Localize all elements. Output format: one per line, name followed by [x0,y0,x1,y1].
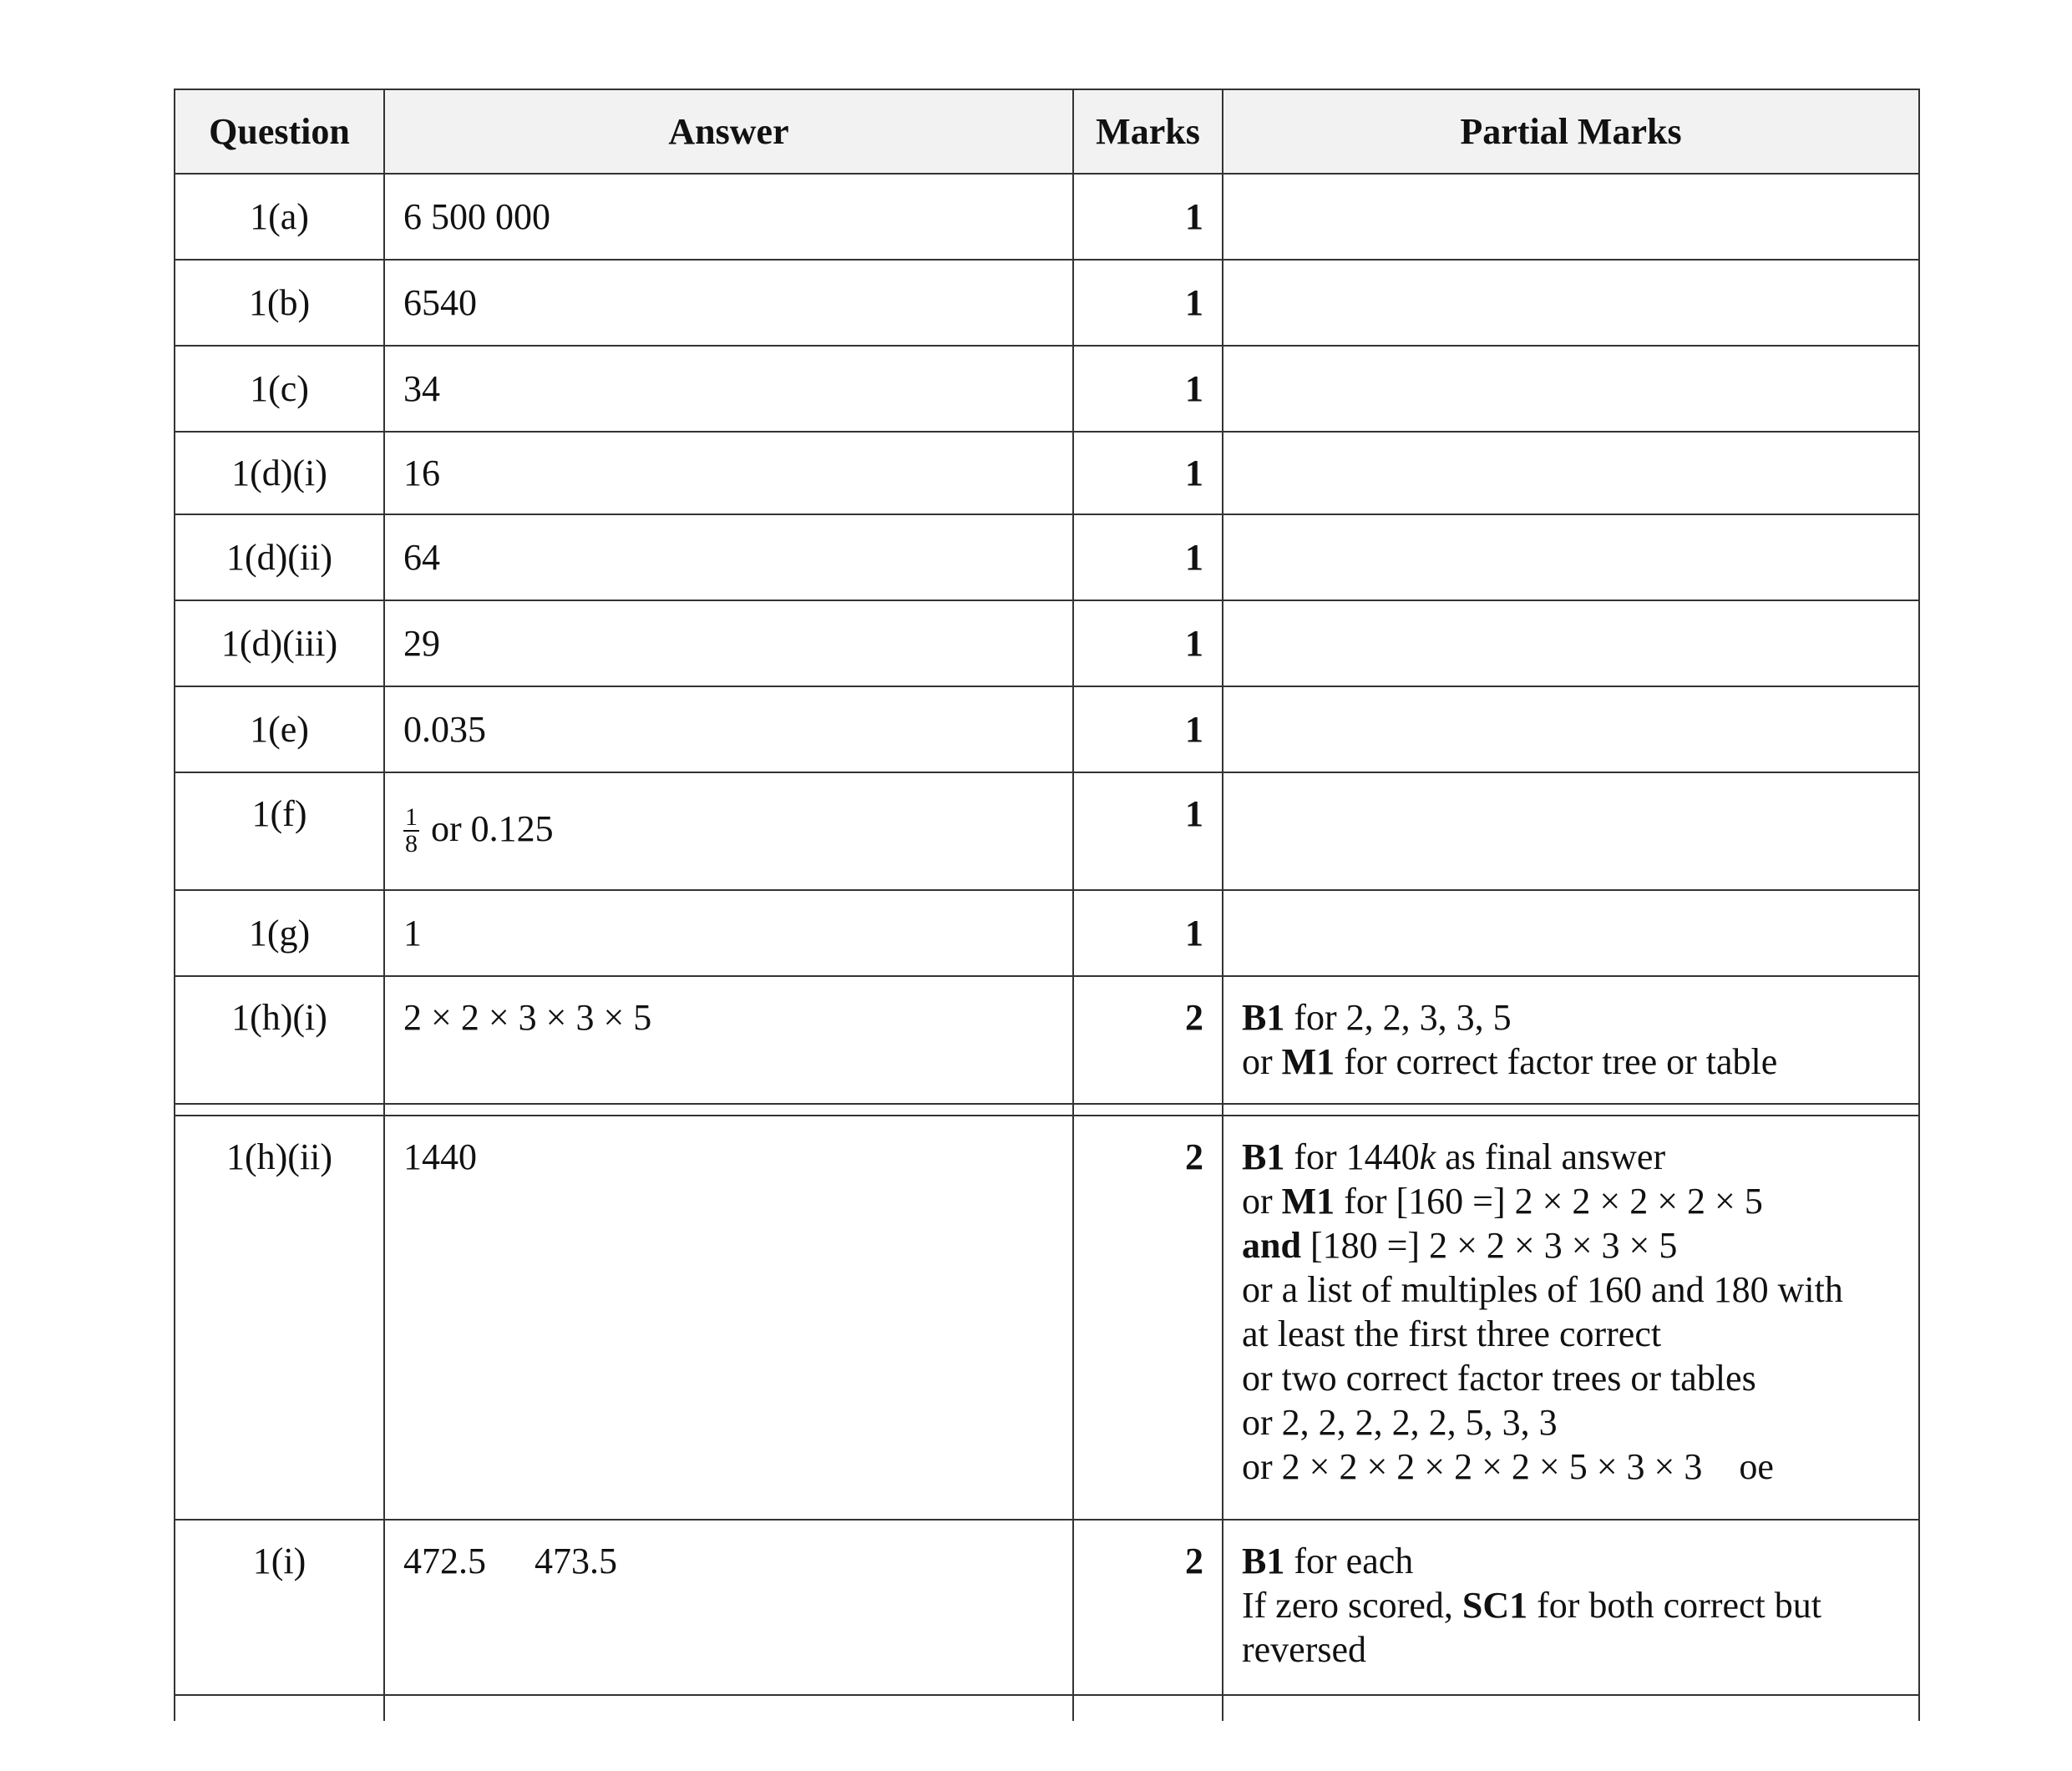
question-cell: 1(b) [175,261,385,345]
table-row [174,891,1920,977]
partial-line: reversed [1242,1629,1367,1670]
answer-cell [385,1521,1074,1694]
question-cell: 1(g) [175,891,385,975]
table-header-row [174,89,1920,175]
mark-code: SC1 [1462,1585,1528,1626]
question-cell: 1(i) [175,1521,385,1694]
marks-cell: 1 [1074,773,1223,889]
mark-code: B1 [1242,997,1285,1038]
partial-marks-cell [1223,515,1918,600]
table-row [174,515,1920,601]
answer-cell: 64 [385,515,1074,600]
partial-line: If zero scored, SC1 for both correct but [1242,1585,1821,1626]
question-cell: 1(h)(i) [175,977,385,1103]
question-cell: 1(d)(iii) [175,601,385,686]
mark-code: M1 [1281,1181,1335,1222]
partial-line: B1 for 1440k as final answer [1242,1136,1666,1177]
marks-cell: 1 [1074,347,1223,431]
partial-marks-cell [1223,601,1918,686]
answer-cell: 2 × 2 × 3 × 3 × 5 [385,977,1074,1103]
marks-cell: 1 [1074,891,1223,975]
question-cell: 1(f) [175,773,385,889]
partial-line: and [180 =] 2 × 2 × 3 × 3 × 5 [1242,1225,1678,1266]
marks-cell: 2 [1074,1116,1223,1519]
header-marks: Marks [1074,90,1223,173]
answer-cell: 16 [385,433,1074,514]
answer-cell: 29 [385,601,1074,686]
partial-line: or M1 for [160 =] 2 × 2 × 2 × 2 × 5 [1242,1181,1763,1222]
partial-line: B1 for 2, 2, 3, 3, 5 [1242,997,1512,1038]
partial-marks-cell [1223,433,1918,514]
partial-line: at least the first three correct [1242,1313,1662,1354]
marks-cell: 2 [1074,1521,1223,1694]
partial-line: or 2 × 2 × 2 × 2 × 2 × 5 × 3 × 3 oe [1242,1446,1774,1487]
table-row [174,433,1920,515]
mark-code: M1 [1281,1041,1335,1082]
question-cell: 1(c) [175,347,385,431]
marks-cell: 1 [1074,261,1223,345]
partial-marks-cell [1223,687,1918,772]
header-answer: Answer [385,90,1074,173]
table-row [174,175,1920,261]
marks-cell: 1 [1074,601,1223,686]
answer-cell: 6540 [385,261,1074,345]
partial-line: or 2, 2, 2, 2, 2, 5, 3, 3 [1242,1402,1558,1443]
marks-cell: 1 [1074,687,1223,772]
table-row [174,687,1920,773]
question-cell: 1(d)(ii) [175,515,385,600]
fraction-numerator: 1 [405,803,418,831]
header-partial-marks: Partial Marks [1460,111,1682,152]
fraction-denominator: 8 [405,830,418,858]
partial-marks-cell [1223,1521,1918,1694]
partial-marks-cell [1223,261,1918,345]
partial-marks-cell [1223,891,1918,975]
table-row [174,347,1920,433]
fraction [403,805,419,857]
header-question: Question [175,90,385,173]
mark-code: B1 [1242,1541,1285,1581]
partial-line: or a list of multiples of 160 and 180 with [1242,1269,1843,1310]
question-cell: 1(d)(i) [175,433,385,514]
marks-cell: 2 [1074,977,1223,1103]
answer-text: or 0.125 [431,808,554,850]
answer-cell: 34 [385,347,1074,431]
marks-cell: 1 [1074,433,1223,514]
answer-cell: 1 [385,891,1074,975]
partial-marks-cell [1223,175,1918,259]
mark-code: B1 [1242,1136,1285,1177]
table-row [174,773,1920,891]
row-separator [174,1105,1920,1116]
table-row [174,601,1920,687]
partial-line: or two correct factor trees or tables [1242,1358,1756,1399]
table-row [174,1116,1920,1521]
answer-upper-bound: 473.5 [534,1541,617,1581]
marks-cell: 1 [1074,515,1223,600]
answer-cell: 0.035 [385,687,1074,772]
partial-marks-cell [1223,1116,1918,1519]
partial-line: or M1 for correct factor tree or table [1242,1041,1778,1082]
partial-marks-cell [1223,977,1918,1103]
partial-marks-cell [1223,347,1918,431]
question-cell: 1(e) [175,687,385,772]
answer-lower-bound: 472.5 [403,1541,486,1581]
table-row [174,261,1920,347]
mark-scheme-table [174,89,1920,1721]
partial-line: B1 for each [1242,1541,1414,1581]
answer-cell [385,773,1074,889]
question-cell: 1(a) [175,175,385,259]
partial-marks-cell [1223,773,1918,889]
table-row [174,1521,1920,1696]
answer-cell: 6 500 000 [385,175,1074,259]
answer-cell: 1440 [385,1116,1074,1519]
table-continuation [174,1696,1920,1721]
question-cell: 1(h)(ii) [175,1116,385,1519]
table-row [174,977,1920,1105]
marks-cell: 1 [1074,175,1223,259]
